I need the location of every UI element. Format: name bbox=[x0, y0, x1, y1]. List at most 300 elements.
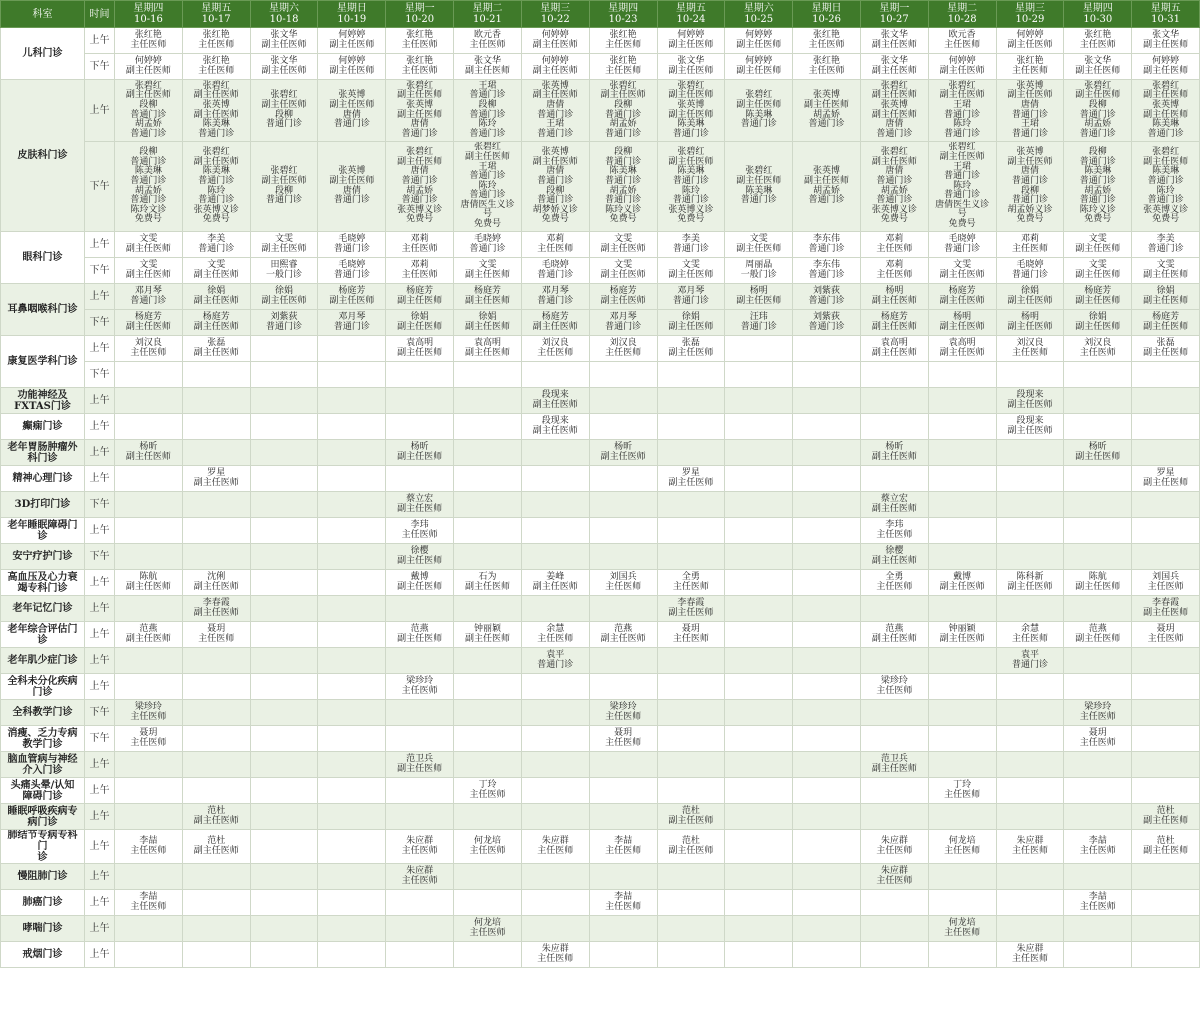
doctor-slot: 李喆 主任医师 bbox=[589, 830, 657, 864]
empty-slot bbox=[182, 726, 250, 752]
department-name: 精神心理门诊 bbox=[1, 466, 85, 492]
empty-slot bbox=[996, 864, 1064, 890]
empty-slot bbox=[1132, 648, 1200, 674]
doctor-slot: 张碧红 副主任医师 王珺 普通门诊 陈玲 普通门诊 bbox=[928, 80, 996, 142]
empty-slot bbox=[793, 916, 861, 942]
doctor-slot: 欧元香 主任医师 bbox=[928, 28, 996, 54]
doctor-slot: 李美 普通门诊 bbox=[1132, 232, 1200, 258]
empty-slot bbox=[860, 596, 928, 622]
doctor-slot: 何婷婷 副主任医师 bbox=[115, 54, 183, 80]
doctor-slot: 张红艳 主任医师 bbox=[793, 54, 861, 80]
schedule-row bbox=[1, 916, 1200, 942]
doctor-slot: 张文华 副主任医师 bbox=[250, 54, 318, 80]
empty-slot bbox=[115, 466, 183, 492]
empty-slot bbox=[725, 674, 793, 700]
header-day bbox=[725, 1, 793, 28]
doctor-slot: 范杜 副主任医师 bbox=[657, 830, 725, 864]
empty-slot bbox=[657, 778, 725, 804]
empty-slot bbox=[521, 752, 589, 778]
doctor-slot: 徐娟 副主任医师 bbox=[996, 284, 1064, 310]
header-date: 10-17 bbox=[201, 14, 231, 25]
empty-slot bbox=[928, 596, 996, 622]
empty-slot bbox=[928, 700, 996, 726]
empty-slot bbox=[386, 388, 454, 414]
doctor-slot: 张碧红 副主任医师 陈美琳 普通门诊 bbox=[725, 142, 793, 232]
empty-slot bbox=[115, 414, 183, 440]
empty-slot bbox=[1132, 518, 1200, 544]
doctor-slot: 徐娟 副主任医师 bbox=[657, 310, 725, 336]
doctor-slot: 李喆 主任医师 bbox=[1064, 890, 1132, 916]
doctor-slot: 张英博 副主任医师 唐倩 普通门诊 段柳 普通门诊 胡梦娇义诊 免费号 bbox=[521, 142, 589, 232]
doctor-slot: 毛晓婷 普通门诊 bbox=[521, 258, 589, 284]
empty-slot bbox=[725, 726, 793, 752]
empty-slot bbox=[793, 414, 861, 440]
empty-slot bbox=[454, 864, 522, 890]
empty-slot bbox=[589, 752, 657, 778]
doctor-slot: 余慧 主任医师 bbox=[521, 622, 589, 648]
schedule-row bbox=[1, 388, 1200, 414]
empty-slot bbox=[454, 518, 522, 544]
empty-slot bbox=[318, 336, 386, 362]
empty-slot bbox=[115, 916, 183, 942]
empty-slot bbox=[182, 942, 250, 968]
empty-slot bbox=[115, 864, 183, 890]
empty-slot bbox=[793, 362, 861, 388]
empty-slot bbox=[1064, 648, 1132, 674]
empty-slot bbox=[860, 778, 928, 804]
doctor-slot: 梁珍玲 主任医师 bbox=[115, 700, 183, 726]
empty-slot bbox=[1132, 700, 1200, 726]
department-name: 康复医学科门诊 bbox=[1, 336, 85, 388]
doctor-slot: 张英博 副主任医师 唐倩 普通门诊 段柳 普通门诊 胡孟娇义诊 免费号 bbox=[996, 142, 1064, 232]
empty-slot bbox=[589, 674, 657, 700]
doctor-slot: 刘紫荻 普通门诊 bbox=[250, 310, 318, 336]
doctor-slot: 张红艳 主任医师 bbox=[1064, 28, 1132, 54]
doctor-slot: 段柳 普通门诊 陈美琳 普通门诊 胡孟娇 普通门诊 陈玲文诊 免费号 bbox=[115, 142, 183, 232]
empty-slot bbox=[386, 648, 454, 674]
header-weekday: 星期五 bbox=[201, 3, 232, 14]
doctor-slot: 徐娟 副主任医师 bbox=[1064, 310, 1132, 336]
empty-slot bbox=[115, 518, 183, 544]
empty-slot bbox=[250, 700, 318, 726]
empty-slot bbox=[725, 388, 793, 414]
empty-slot bbox=[250, 336, 318, 362]
header-day bbox=[928, 1, 996, 28]
empty-slot bbox=[928, 674, 996, 700]
doctor-slot: 张英博 副主任医师 唐倩 普通门诊 bbox=[318, 142, 386, 232]
doctor-slot: 杨庭芳 副主任医师 bbox=[521, 310, 589, 336]
session-time: 下午 bbox=[85, 544, 115, 570]
empty-slot bbox=[386, 726, 454, 752]
empty-slot bbox=[182, 890, 250, 916]
doctor-slot: 李喆 主任医师 bbox=[1064, 830, 1132, 864]
doctor-slot: 李喆 主任医师 bbox=[115, 890, 183, 916]
doctor-slot: 刘汉良 主任医师 bbox=[115, 336, 183, 362]
empty-slot bbox=[318, 466, 386, 492]
empty-slot bbox=[657, 518, 725, 544]
empty-slot bbox=[250, 492, 318, 518]
doctor-slot: 何婷婷 副主任医师 bbox=[657, 28, 725, 54]
empty-slot bbox=[115, 778, 183, 804]
empty-slot bbox=[589, 414, 657, 440]
empty-slot bbox=[725, 336, 793, 362]
schedule-row bbox=[1, 414, 1200, 440]
empty-slot bbox=[182, 752, 250, 778]
doctor-slot: 何婷婷 副主任医师 bbox=[318, 28, 386, 54]
doctor-slot: 张红艳 主任医师 bbox=[182, 54, 250, 80]
department-name: 戒烟门诊 bbox=[1, 942, 85, 968]
empty-slot bbox=[250, 596, 318, 622]
doctor-slot: 刘汉良 主任医师 bbox=[1064, 336, 1132, 362]
empty-slot bbox=[521, 890, 589, 916]
empty-slot bbox=[318, 440, 386, 466]
doctor-slot: 文雯 副主任医师 bbox=[1064, 258, 1132, 284]
empty-slot bbox=[250, 674, 318, 700]
empty-slot bbox=[1132, 916, 1200, 942]
empty-slot bbox=[521, 518, 589, 544]
session-time: 下午 bbox=[85, 258, 115, 284]
empty-slot bbox=[928, 414, 996, 440]
empty-slot bbox=[250, 570, 318, 596]
empty-slot bbox=[318, 596, 386, 622]
doctor-slot: 杨庭芳 副主任医师 bbox=[318, 284, 386, 310]
doctor-slot: 张文华 副主任医师 bbox=[454, 54, 522, 80]
schedule-row bbox=[1, 518, 1200, 544]
empty-slot bbox=[996, 700, 1064, 726]
empty-slot bbox=[793, 752, 861, 778]
empty-slot bbox=[793, 864, 861, 890]
doctor-slot: 杨庭芳 副主任医师 bbox=[1132, 310, 1200, 336]
empty-slot bbox=[318, 518, 386, 544]
doctor-slot: 邓莉 主任医师 bbox=[860, 258, 928, 284]
empty-slot bbox=[250, 388, 318, 414]
empty-slot bbox=[115, 752, 183, 778]
empty-slot bbox=[1064, 544, 1132, 570]
doctor-slot: 张红艳 主任医师 bbox=[589, 54, 657, 80]
empty-slot bbox=[386, 362, 454, 388]
doctor-slot: 张英博 副主任医师 胡孟娇 普通门诊 bbox=[793, 80, 861, 142]
department-name: 老年记忆门诊 bbox=[1, 596, 85, 622]
empty-slot bbox=[454, 674, 522, 700]
doctor-slot: 文雯 副主任医师 bbox=[182, 258, 250, 284]
doctor-slot: 张红艳 主任医师 bbox=[182, 28, 250, 54]
empty-slot bbox=[725, 492, 793, 518]
empty-slot bbox=[250, 648, 318, 674]
schedule-row bbox=[1, 336, 1200, 362]
empty-slot bbox=[318, 830, 386, 864]
schedule-row bbox=[1, 570, 1200, 596]
empty-slot bbox=[928, 544, 996, 570]
empty-slot bbox=[1132, 544, 1200, 570]
doctor-slot: 范燕 副主任医师 bbox=[386, 622, 454, 648]
empty-slot bbox=[996, 916, 1064, 942]
session-time: 上午 bbox=[85, 752, 115, 778]
schedule-row bbox=[1, 622, 1200, 648]
doctor-slot: 李美 普通门诊 bbox=[182, 232, 250, 258]
empty-slot bbox=[386, 778, 454, 804]
doctor-slot: 毛晓婷 普通门诊 bbox=[454, 232, 522, 258]
empty-slot bbox=[521, 916, 589, 942]
department-name: 头痛头晕/认知 障碍门诊 bbox=[1, 778, 85, 804]
empty-slot bbox=[521, 804, 589, 830]
doctor-slot: 钟丽颖 副主任医师 bbox=[454, 622, 522, 648]
schedule-row bbox=[1, 28, 1200, 54]
doctor-slot: 梁珍玲 主任医师 bbox=[860, 674, 928, 700]
schedule-row bbox=[1, 778, 1200, 804]
session-time: 上午 bbox=[85, 466, 115, 492]
doctor-slot: 徐樱 副主任医师 bbox=[386, 544, 454, 570]
empty-slot bbox=[928, 492, 996, 518]
empty-slot bbox=[928, 864, 996, 890]
session-time: 下午 bbox=[85, 362, 115, 388]
doctor-slot: 徐娟 副主任医师 bbox=[250, 284, 318, 310]
schedule-row bbox=[1, 54, 1200, 80]
department-name: 肺癌门诊 bbox=[1, 890, 85, 916]
doctor-slot: 杨庭芳 副主任医师 bbox=[928, 284, 996, 310]
empty-slot bbox=[725, 466, 793, 492]
empty-slot bbox=[725, 700, 793, 726]
empty-slot bbox=[521, 778, 589, 804]
doctor-slot: 聂玥 主任医师 bbox=[182, 622, 250, 648]
doctor-slot: 何龙培 主任医师 bbox=[454, 916, 522, 942]
header-time: 时间 bbox=[85, 1, 115, 28]
doctor-slot: 袁平 普通门诊 bbox=[996, 648, 1064, 674]
session-time: 下午 bbox=[85, 700, 115, 726]
empty-slot bbox=[1132, 864, 1200, 890]
doctor-slot: 张碧红 副主任医师 张英博 副主任医师 陈美琳 普通门诊 bbox=[1132, 80, 1200, 142]
doctor-slot: 梁珍玲 主任医师 bbox=[386, 674, 454, 700]
empty-slot bbox=[454, 492, 522, 518]
doctor-slot: 文雯 副主任医师 bbox=[725, 232, 793, 258]
doctor-slot: 戴博 副主任医师 bbox=[386, 570, 454, 596]
empty-slot bbox=[725, 648, 793, 674]
doctor-slot: 张文华 副主任医师 bbox=[860, 28, 928, 54]
empty-slot bbox=[1132, 440, 1200, 466]
session-time: 上午 bbox=[85, 622, 115, 648]
empty-slot bbox=[182, 414, 250, 440]
department-name: 老年肌少症门诊 bbox=[1, 648, 85, 674]
empty-slot bbox=[725, 752, 793, 778]
empty-slot bbox=[1064, 466, 1132, 492]
empty-slot bbox=[115, 648, 183, 674]
empty-slot bbox=[386, 466, 454, 492]
doctor-slot: 文雯 副主任医师 bbox=[115, 258, 183, 284]
empty-slot bbox=[1132, 942, 1200, 968]
empty-slot bbox=[454, 544, 522, 570]
empty-slot bbox=[725, 622, 793, 648]
doctor-slot: 张磊 副主任医师 bbox=[657, 336, 725, 362]
doctor-slot: 张英博 副主任医师 唐倩 普通门诊 王珺 普通门诊 bbox=[996, 80, 1064, 142]
doctor-slot: 罗星 副主任医师 bbox=[1132, 466, 1200, 492]
empty-slot bbox=[589, 544, 657, 570]
empty-slot bbox=[115, 362, 183, 388]
doctor-slot: 段现来 副主任医师 bbox=[521, 414, 589, 440]
doctor-slot: 文雯 副主任医师 bbox=[454, 258, 522, 284]
empty-slot bbox=[182, 864, 250, 890]
doctor-slot: 张英博 副主任医师 唐倩 普通门诊 王珺 普通门诊 bbox=[521, 80, 589, 142]
department-name: 慢阻肺门诊 bbox=[1, 864, 85, 890]
doctor-slot: 陈航 副主任医师 bbox=[1064, 570, 1132, 596]
header-date: 10-29 bbox=[1015, 14, 1045, 25]
header-day bbox=[250, 1, 318, 28]
session-time: 上午 bbox=[85, 518, 115, 544]
session-time: 上午 bbox=[85, 804, 115, 830]
empty-slot bbox=[793, 622, 861, 648]
empty-slot bbox=[250, 362, 318, 388]
empty-slot bbox=[182, 362, 250, 388]
empty-slot bbox=[1064, 388, 1132, 414]
empty-slot bbox=[454, 752, 522, 778]
doctor-slot: 张碧红 副主任医师 王珺 普通门诊 陈玲 普通门诊 唐倩医生义诊 号 免费号 bbox=[928, 142, 996, 232]
doctor-slot: 段柳 普通门诊 陈美琳 普通门诊 胡孟娇 普通门诊 陈玲义诊 免费号 bbox=[589, 142, 657, 232]
doctor-slot: 李春霞 副主任医师 bbox=[1132, 596, 1200, 622]
doctor-slot: 杨明 副主任医师 bbox=[725, 284, 793, 310]
empty-slot bbox=[250, 466, 318, 492]
empty-slot bbox=[1064, 752, 1132, 778]
empty-slot bbox=[793, 570, 861, 596]
empty-slot bbox=[725, 890, 793, 916]
empty-slot bbox=[182, 440, 250, 466]
session-time: 上午 bbox=[85, 388, 115, 414]
empty-slot bbox=[657, 388, 725, 414]
empty-slot bbox=[657, 726, 725, 752]
header-weekday: 星期五 bbox=[1150, 3, 1181, 14]
header-date: 10-22 bbox=[540, 14, 570, 25]
department-name: 儿科门诊 bbox=[1, 28, 85, 80]
doctor-slot: 杨明 副主任医师 bbox=[860, 284, 928, 310]
session-time: 上午 bbox=[85, 890, 115, 916]
doctor-slot: 刘汉良 主任医师 bbox=[996, 336, 1064, 362]
empty-slot bbox=[928, 890, 996, 916]
doctor-slot: 李喆 主任医师 bbox=[589, 890, 657, 916]
empty-slot bbox=[725, 804, 793, 830]
empty-slot bbox=[1132, 726, 1200, 752]
schedule-row bbox=[1, 674, 1200, 700]
doctor-slot: 聂玥 主任医师 bbox=[657, 622, 725, 648]
doctor-slot: 张磊 副主任医师 bbox=[1132, 336, 1200, 362]
empty-slot bbox=[996, 752, 1064, 778]
empty-slot bbox=[928, 362, 996, 388]
department-name: 老年胃肠肿瘤外 科门诊 bbox=[1, 440, 85, 466]
header-weekday: 星期三 bbox=[540, 3, 571, 14]
doctor-slot: 李玮 主任医师 bbox=[860, 518, 928, 544]
empty-slot bbox=[318, 674, 386, 700]
empty-slot bbox=[1064, 942, 1132, 968]
header-weekday: 星期四 bbox=[608, 3, 639, 14]
doctor-slot: 杨昕 副主任医师 bbox=[386, 440, 454, 466]
session-time: 下午 bbox=[85, 142, 115, 232]
empty-slot bbox=[657, 362, 725, 388]
empty-slot bbox=[725, 544, 793, 570]
empty-slot bbox=[454, 726, 522, 752]
empty-slot bbox=[115, 544, 183, 570]
session-time: 下午 bbox=[85, 310, 115, 336]
empty-slot bbox=[589, 916, 657, 942]
doctor-slot: 毛晓婷 普通门诊 bbox=[318, 258, 386, 284]
department-name: 眼科门诊 bbox=[1, 232, 85, 284]
empty-slot bbox=[793, 700, 861, 726]
header-day bbox=[860, 1, 928, 28]
header-date: 10-18 bbox=[269, 14, 299, 25]
empty-slot bbox=[860, 804, 928, 830]
empty-slot bbox=[250, 890, 318, 916]
empty-slot bbox=[793, 544, 861, 570]
empty-slot bbox=[454, 440, 522, 466]
session-time: 下午 bbox=[85, 726, 115, 752]
header-weekday: 星期四 bbox=[1082, 3, 1113, 14]
doctor-slot: 丁玲 主任医师 bbox=[928, 778, 996, 804]
empty-slot bbox=[793, 336, 861, 362]
empty-slot bbox=[860, 648, 928, 674]
doctor-slot: 王珺 普通门诊 段柳 普通门诊 陈玲 普通门诊 bbox=[454, 80, 522, 142]
empty-slot bbox=[318, 804, 386, 830]
doctor-slot: 邓月琴 普通门诊 bbox=[589, 310, 657, 336]
empty-slot bbox=[725, 830, 793, 864]
doctor-slot: 文雯 副主任医师 bbox=[657, 258, 725, 284]
doctor-slot: 范杜 副主任医师 bbox=[182, 804, 250, 830]
department-name: 消瘦、乏力专病 教学门诊 bbox=[1, 726, 85, 752]
header-weekday: 星期日 bbox=[811, 3, 842, 14]
schedule-row bbox=[1, 830, 1200, 864]
empty-slot bbox=[928, 440, 996, 466]
empty-slot bbox=[1064, 804, 1132, 830]
empty-slot bbox=[657, 440, 725, 466]
session-time: 上午 bbox=[85, 648, 115, 674]
header-day bbox=[1064, 1, 1132, 28]
doctor-slot: 张碧红 副主任医师 张英博 副主任医师 唐倩 普通门诊 bbox=[386, 80, 454, 142]
empty-slot bbox=[182, 518, 250, 544]
doctor-slot: 刘紫荻 普通门诊 bbox=[793, 284, 861, 310]
header-date: 10-28 bbox=[947, 14, 977, 25]
empty-slot bbox=[725, 414, 793, 440]
doctor-slot: 张碧红 副主任医师 张英博 副主任医师 陈美琳 普通门诊 bbox=[182, 80, 250, 142]
doctor-slot: 何龙培 主任医师 bbox=[454, 830, 522, 864]
doctor-slot: 张红艳 主任医师 bbox=[115, 28, 183, 54]
doctor-slot: 全勇 主任医师 bbox=[657, 570, 725, 596]
empty-slot bbox=[928, 648, 996, 674]
empty-slot bbox=[386, 804, 454, 830]
doctor-slot: 张碧红 副主任医师 陈美琳 普通门诊 bbox=[725, 80, 793, 142]
doctor-slot: 田熙睿 一般门诊 bbox=[250, 258, 318, 284]
session-time: 上午 bbox=[85, 80, 115, 142]
empty-slot bbox=[521, 726, 589, 752]
empty-slot bbox=[860, 916, 928, 942]
session-time: 上午 bbox=[85, 674, 115, 700]
empty-slot bbox=[318, 778, 386, 804]
empty-slot bbox=[454, 648, 522, 674]
doctor-slot: 杨庭芳 副主任医师 bbox=[386, 284, 454, 310]
doctor-slot: 梁珍玲 主任医师 bbox=[589, 700, 657, 726]
doctor-slot: 张碧红 副主任医师 唐倩 普通门诊 胡孟娇 普通门诊 张英博义诊 免费号 bbox=[386, 142, 454, 232]
empty-slot bbox=[318, 916, 386, 942]
session-time: 下午 bbox=[85, 492, 115, 518]
header-date: 10-24 bbox=[676, 14, 706, 25]
empty-slot bbox=[115, 942, 183, 968]
empty-slot bbox=[318, 942, 386, 968]
empty-slot bbox=[1132, 752, 1200, 778]
empty-slot bbox=[521, 544, 589, 570]
empty-slot bbox=[182, 648, 250, 674]
session-time: 上午 bbox=[85, 864, 115, 890]
header-day bbox=[1132, 1, 1200, 28]
doctor-slot: 段现来 副主任医师 bbox=[521, 388, 589, 414]
empty-slot bbox=[386, 890, 454, 916]
schedule-row bbox=[1, 596, 1200, 622]
schedule-body bbox=[1, 28, 1200, 968]
empty-slot bbox=[318, 864, 386, 890]
empty-slot bbox=[318, 544, 386, 570]
department-name: 全科教学门诊 bbox=[1, 700, 85, 726]
